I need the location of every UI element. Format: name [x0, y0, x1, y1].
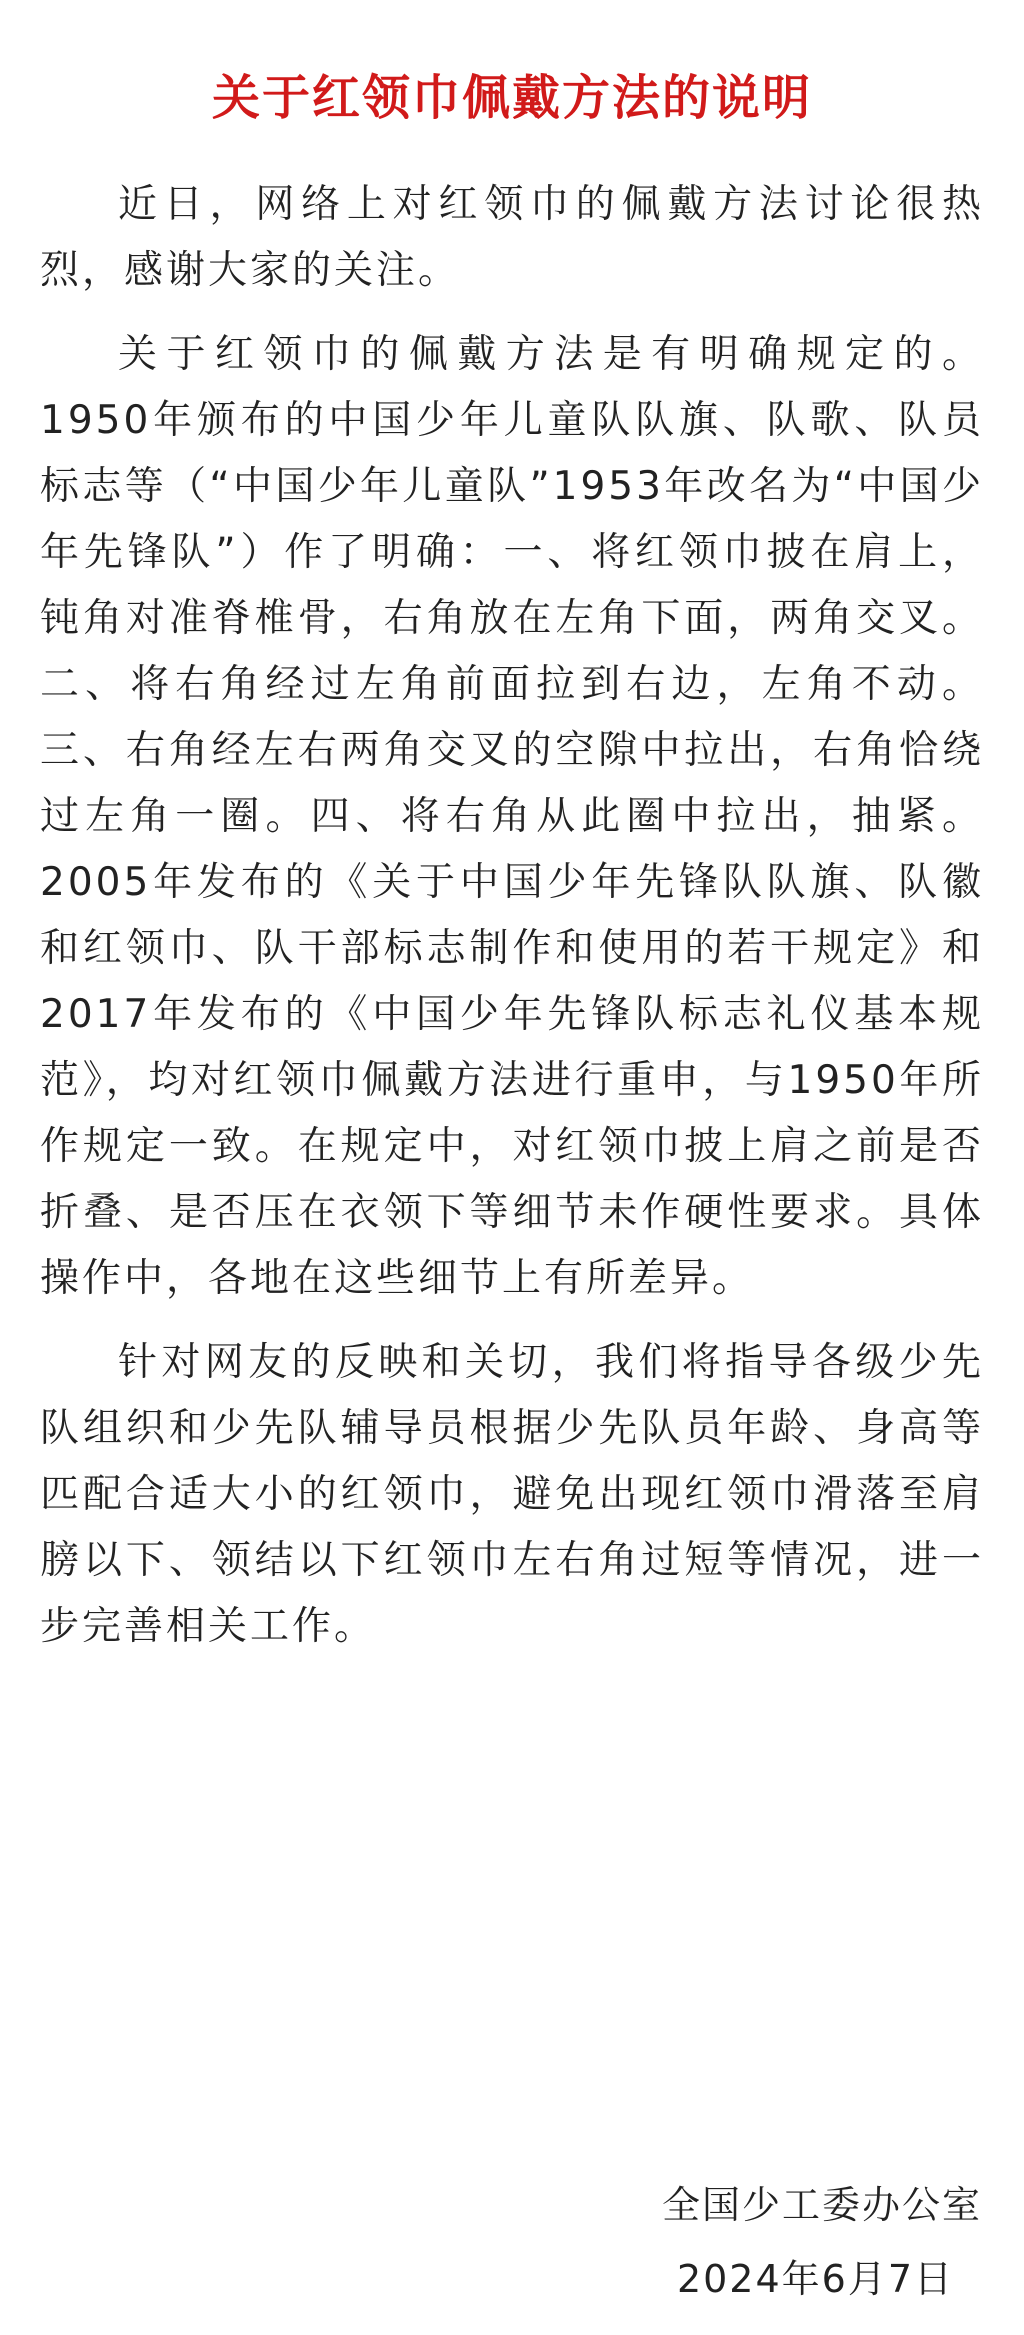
- paragraph-follow-up: 针对网友的反映和关切，我们将指导各级少先队组织和少先队辅导员根据少先队员年龄、身高等匹配合适大小的红领巾，避免出现红领巾滑落至肩膀以下、领结以下红领巾左右角过短等情况，进一步完善相关工作。: [40, 1340, 984, 1649]
- signature-block: [662, 2168, 982, 2316]
- signature-organization: 全国少工委办公室: [661, 2183, 982, 2227]
- paragraph-wearing-rules: 关于红领巾的佩戴方法是有明确规定的。1950年颁布的中国少年儿童队队旗、队歌、队员标志等（“中国少年儿童队”1953年改名为“中国少年先锋队”）作了明确：一、将红领巾披在肩上，钝角对准脊椎骨，右角放在左角下面，两角交叉。二、将右角经过左角前面拉到右边，左角不动。三、右角经左右两角交叉的空隙中拉出，右角恰绕过左角一圈。四、将右角从此圈中拉出，抽紧。2005年发布的《关于中国少年先锋队队旗、队徽和红领巾、队干部标志制作和使用的若干规定》和2017年发布的《中国少年先锋队标志礼仪基本规范》，均对红领巾佩戴方法进行重申，与1950年所作规定一致。在规定中，对红领巾披上肩之前是否折叠、是否压在衣领下等细节未作硬性要求。具体操作中，各地在这些细节上有所差异。: [40, 332, 984, 1301]
- document-body: [40, 172, 984, 1660]
- document-title: 关于红领巾佩戴方法的说明: [211, 70, 812, 126]
- paragraph-intro: 近日，网络上对红领巾的佩戴方法讨论很热烈，感谢大家的关注。: [40, 182, 984, 293]
- signature-date: 2024年6月7日: [676, 2257, 954, 2301]
